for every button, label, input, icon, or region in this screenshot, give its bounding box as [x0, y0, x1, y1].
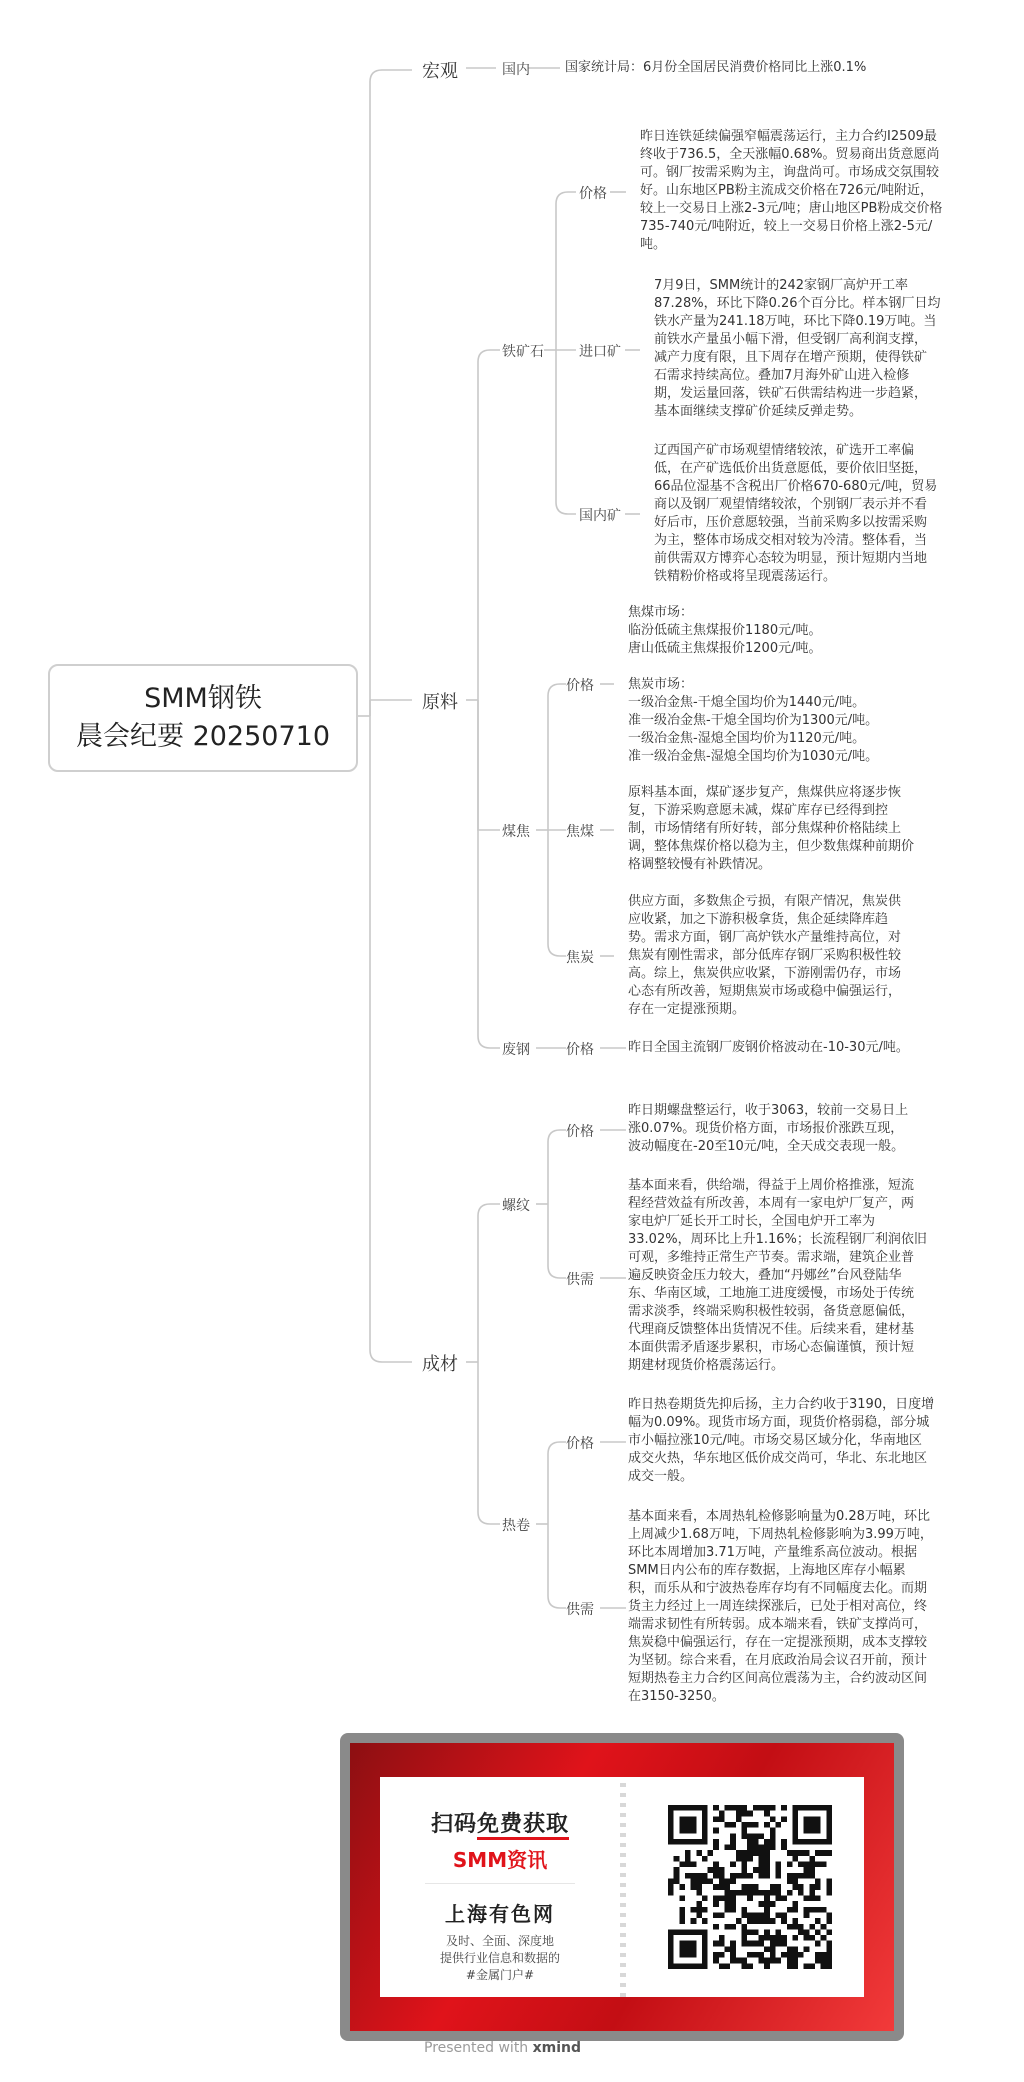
promo-banner[interactable]	[340, 1733, 904, 2041]
topic-coking-coal[interactable]: 焦煤	[566, 824, 594, 840]
note-iron-ore-price: 昨日连铁延续偏强窄幅震荡运行，主力合约I2509最 终收于736.5，全天涨幅0.68%。贸易商出货意愿尚 可。钢厂按需采购为主，询盘尚可。市场成交氛围较 好。山东地区PB粉主流成交价格在726元/吨附近， 较上一交易日上涨2-3元/吨；唐山地区PB粉成交价格 735-740元/吨附近，较上一交易日价格上涨2-5元/ 吨。	[640, 129, 943, 252]
divider	[425, 1883, 575, 1884]
note-rebar-price: 昨日期螺盘整运行，收于3063，较前一交易日上 涨0.07%。现货价格方面，市场报价涨跌互现， 波动幅度在-20至10元/吨，全天成交表现一般。	[628, 1103, 909, 1154]
topic-coal-coke-price[interactable]: 价格	[566, 678, 594, 694]
note-hot-coil-supply-demand: 基本面来看，本周热轧检修影响量为0.28万吨，环比 上周减少1.68万吨，下周热轧检修影响为3.99万吨， 环比本周增加3.71万吨，产量维系高位波动。根据 SMM日内公布的库存数据，上海地区库存小幅累 积，而乐从和宁波热卷库存均有不同幅度去化。而期 货主力经过上一周连续探涨后，已处于相对高位，终 端需求韧性有所转弱。成本端来看，铁矿支撑尚可， 焦炭稳中偏强运行，存在一定提涨预期，成本支撑较 为坚韧。综合来看，在月底政治局会议召开前，预计 短期热卷主力合约区间高位震荡为主，合约波动区间 在3150-3250。	[628, 1509, 933, 1704]
scan-prefix: 扫码	[430, 1812, 477, 1837]
note-hot-coil-price: 昨日热卷期货先抑后扬，主力合约收于3190，日度增 幅为0.09%。现货市场方面，现货价格弱稳，部分城 市小幅拉涨10元/吨。市场交易区域分化，华南地区 成交火热，华东地区低价成交尚可，华北、东北地区 成交一般。	[628, 1397, 935, 1484]
topic-domestic-ore[interactable]: 国内矿	[579, 508, 621, 524]
brand-tagline: 及时、全面、深度地 提供行业信息和数据的 #金属门户#	[439, 1934, 560, 1982]
note-imported-ore: 7月9日，SMM统计的242家钢厂高炉开工率 87.28%，环比下降0.26个百分比。样本钢厂日均 铁水产量为241.18万吨，环比下降0.19万吨。当 前铁水产量虽小幅下滑，但受钢厂高利润支撑， 减产力度有限，且下周存在增产预期，使得铁矿 石需求持续高位。叠加7月海外矿山进入检修 期，发运量回落，铁矿石供需结构进一步趋紧， 基本面继续支撑矿价延续反弹走势。	[654, 278, 941, 419]
topic-coal-coke[interactable]: 煤焦	[502, 824, 530, 840]
topic-iron-ore-price[interactable]: 价格	[579, 186, 607, 202]
root-subtitle: 晨会纪要 20250710	[75, 721, 330, 752]
brand-name: 上海有色网	[445, 1902, 555, 1926]
topic-domestic[interactable]: 国内	[502, 62, 530, 78]
note-coke: 供应方面，多数焦企亏损，有限产情况，焦炭供 应收紧，加之下游积极拿货，焦企延续降库趋 势。需求方面，钢厂高炉铁水产量维持高位，对 焦炭有刚性需求，部分低库存钢厂采购积极性较 高。综上，焦炭供应收紧，下游刚需仍存，市场 心态有所改善，短期焦炭市场或稳中偏强运行， 存在一定提涨预期。	[628, 894, 902, 1017]
note-scrap-price: 昨日全国主流钢厂废钢价格波动在-10-30元/吨。	[628, 1040, 909, 1055]
topic-finished[interactable]: 成材	[422, 1354, 458, 1375]
topic-imported-ore[interactable]: 进口矿	[579, 344, 621, 360]
topic-hot-coil[interactable]: 热卷	[502, 1518, 530, 1534]
topic-hot-coil-price[interactable]: 价格	[566, 1436, 594, 1452]
topic-hot-coil-supply-demand[interactable]: 供需	[566, 1602, 594, 1618]
topic-scrap[interactable]: 废钢	[502, 1042, 530, 1058]
topic-rebar-price[interactable]: 价格	[566, 1124, 594, 1140]
note-coking-coal: 原料基本面，煤矿逐步复产，焦煤供应将逐步恢 复，下游采购意愿未减，煤矿库存已经得到控 制，市场情绪有所好转，部分焦煤种价格陆续上 调，整体焦煤价格以稳为主，但少数焦煤种前期价 格调整较慢有补跌情况。	[628, 785, 915, 872]
qr-code-icon[interactable]	[668, 1805, 832, 1969]
topic-macro[interactable]: 宏观	[422, 61, 458, 82]
footer-presented: Presented with	[424, 2040, 529, 2056]
note-coal-coke-price: 焦煤市场： 临汾低硫主焦煤报价1180元/吨。 唐山低硫主焦煤报价1200元/吨。 焦炭市场： 一级冶金焦-干熄全国均价为1440元/吨。 准一级冶金焦-干熄全国均价为1300元/吨。 一级冶金焦-湿熄全国均价为1120元/吨。 准一级冶金焦-湿熄全国均价为1030元/吨。	[628, 605, 879, 764]
topic-rebar[interactable]: 螺纹	[502, 1198, 530, 1214]
topic-rebar-supply-demand[interactable]: 供需	[566, 1272, 594, 1288]
xmind-logo: xmind	[532, 2040, 582, 2056]
topic-materials[interactable]: 原料	[422, 692, 458, 713]
topic-scrap-price[interactable]: 价格	[566, 1042, 594, 1058]
note-macro-domestic: 国家统计局：6月份全国居民消费价格同比上涨0.1%	[565, 60, 867, 75]
topic-iron-ore[interactable]: 铁矿石	[502, 344, 544, 360]
promo-card-qr	[626, 1777, 864, 1997]
root-topic[interactable]	[48, 664, 358, 772]
scan-highlight: 免费获取	[477, 1812, 569, 1840]
note-rebar-supply-demand: 基本面来看，供给端，得益于上周价格推涨，短流 程经营效益有所改善，本周有一家电炉厂复产，两 家电炉厂延长开工时长，全国电炉开工率为 33.02%，周环比上升1.16%；长流程钢厂利润依旧 可观，多维持正常生产节奏。需求端，建筑企业普 遍反映资金压力较大，叠加“丹娜丝”台风登陆华 东、华南区域，工地施工进度缓慢，市场处于传统 需求淡季，终端采购积极性较弱，备货意愿偏低， 代理商反馈整体出货情况不佳。后续来看，建材基 本面供需矛盾逐步累积，市场心态偏谨慎，预计短 期建材现货价格震荡运行。	[628, 1178, 927, 1373]
smm-info-label: SMM资讯	[452, 1848, 548, 1872]
scan-heading	[431, 1807, 569, 1838]
root-title: SMM钢铁	[144, 683, 262, 714]
footer-credit	[424, 2040, 581, 2056]
topic-coke[interactable]: 焦炭	[566, 950, 594, 966]
note-domestic-ore: 辽西国产矿市场观望情绪较浓，矿选开工率偏 低，在产矿选低价出货意愿低，要价依旧坚挺， 66品位湿基不含税出厂价格670-680元/吨，贸易 商以及钢厂观望情绪较浓，个别钢厂表示并不看 好后市，压价意愿较强，当前采购多以按需采购 为主，整体市场成交相对较为冷清。整体看，当 前供需双方博弈心态较为明显，预计短期内当地 铁精粉价格或将呈现震荡运行。	[654, 443, 938, 584]
promo-card-text	[380, 1777, 620, 1997]
promo-banner-background	[350, 1743, 894, 2031]
